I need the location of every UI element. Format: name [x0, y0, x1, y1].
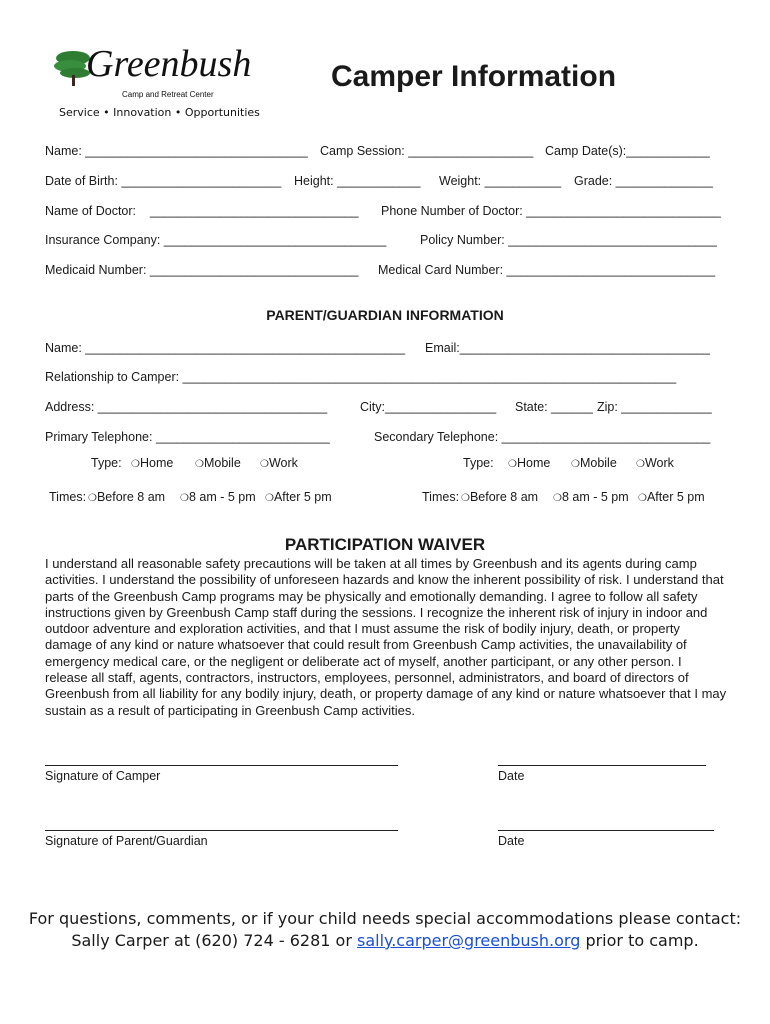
logo-wordmark: Greenbush	[86, 43, 252, 85]
waiver-heading: PARTICIPATION WAIVER	[284, 535, 486, 554]
city-field[interactable]: City:________________	[360, 400, 497, 414]
footer-contact-line1: For questions, comments, or if your child needs special accommodations please contact:	[28, 909, 742, 928]
radio-icon: ❍	[636, 459, 645, 470]
radio-icon: ❍	[180, 493, 189, 504]
radio-icon: ❍	[195, 459, 204, 470]
camper-date-line[interactable]	[498, 765, 706, 766]
primary-time-before-8[interactable]: ❍Before 8 am	[88, 490, 166, 504]
date-of-birth-field[interactable]: Date of Birth: _______________________	[45, 174, 282, 188]
contact-email-link[interactable]: sally.carper@greenbush.org	[356, 931, 581, 950]
secondary-time-8-to-5[interactable]: ❍8 am - 5 pm	[553, 490, 629, 504]
camper-signature-line[interactable]	[45, 765, 398, 766]
parent-date-label: Date	[498, 834, 525, 848]
secondary-type-home[interactable]: ❍Home	[508, 456, 551, 470]
grade-field[interactable]: Grade: ______________	[574, 174, 714, 188]
primary-times-label: Times:	[49, 490, 87, 504]
radio-icon: ❍	[88, 493, 97, 504]
camp-session-field[interactable]: Camp Session: __________________	[320, 144, 534, 158]
doctor-name-label: Name of Doctor:	[45, 204, 137, 218]
doctor-name-field[interactable]: ______________________________	[150, 204, 359, 218]
radio-icon: ❍	[571, 459, 580, 470]
secondary-time-before-8[interactable]: ❍Before 8 am	[461, 490, 539, 504]
zip-field[interactable]: Zip: _____________	[597, 400, 712, 414]
logo	[52, 40, 260, 124]
parent-name-field[interactable]: Name: ______________________________________________	[45, 341, 406, 355]
weight-field[interactable]: Weight: ___________	[439, 174, 562, 188]
radio-icon: ❍	[265, 493, 274, 504]
footer-contact-suffix: prior to camp.	[580, 931, 699, 950]
secondary-times-label: Times:	[422, 490, 460, 504]
parent-date-line[interactable]	[498, 830, 714, 831]
address-field[interactable]: Address: _________________________________	[45, 400, 328, 414]
primary-phone-field[interactable]: Primary Telephone: _________________________	[45, 430, 330, 444]
logo-tagline: Service • Innovation • Opportunities	[59, 106, 260, 119]
primary-time-8-to-5[interactable]: ❍8 am - 5 pm	[180, 490, 256, 504]
secondary-time-after-5[interactable]: ❍After 5 pm	[638, 490, 705, 504]
camper-signature-label: Signature of Camper	[45, 769, 161, 783]
waiver-text: I understand all reasonable safety precautions will be taken at all times by Greenbush and its agents during camp activities. I understand the possibility of unforeseen hazards and know the inherent possibility of risk. I understand that parts of the Greenbush Camp programs may be physically and emotionally demanding. I agree to follow all safety instructions given by Greenbush Camp staff during the sessions. I recognize the inherent risk of injury in indoor and outdoor adventure and exploration activities, and that I must assume the risk of bodily injury, death, or property damage of any kind or nature whatsoever that could result from Greenbush Camp activities, the unavailability of emergency medical care, or the negligent or deliberate act of myself, another participant, or any other person. I release all staff, agents, contractors, instructors, employees, personnel, administrators, and board of directors of Greenbush from all liability for any bodily injury, death, or property damage of any kind or nature whatsoever that I may sustain as a result of participating in Greenbush Camp activities.	[45, 556, 727, 718]
insurance-company-field[interactable]: Insurance Company: ________________________________	[45, 233, 387, 247]
footer-contact-prefix: Sally Carper at (620) 724 - 6281 or	[71, 931, 357, 950]
camper-date-label: Date	[498, 769, 525, 783]
radio-icon: ❍	[638, 493, 647, 504]
logo-subtitle: Camp and Retreat Center	[122, 90, 214, 99]
footer-contact-line2	[0, 931, 770, 950]
medical-card-field[interactable]: Medical Card Number: ______________________________	[378, 263, 716, 277]
policy-number-field[interactable]: Policy Number: ______________________________	[420, 233, 717, 247]
height-field[interactable]: Height: ____________	[294, 174, 421, 188]
parent-email-field[interactable]: Email:____________________________________	[425, 341, 710, 355]
primary-type-mobile[interactable]: ❍Mobile	[195, 456, 241, 470]
doctor-phone-field[interactable]: Phone Number of Doctor: ____________________________	[381, 204, 721, 218]
primary-type-label: Type:	[91, 456, 122, 470]
relationship-field[interactable]: Relationship to Camper: _______________________________________________________________________	[45, 370, 677, 384]
camp-dates-field[interactable]: Camp Date(s):____________	[545, 144, 710, 158]
radio-icon: ❍	[508, 459, 517, 470]
parent-signature-line[interactable]	[45, 830, 398, 831]
secondary-type-work[interactable]: ❍Work	[636, 456, 674, 470]
state-field[interactable]: State: ______	[515, 400, 593, 414]
radio-icon: ❍	[260, 459, 269, 470]
secondary-type-mobile[interactable]: ❍Mobile	[571, 456, 617, 470]
primary-time-after-5[interactable]: ❍After 5 pm	[265, 490, 332, 504]
secondary-type-label: Type:	[463, 456, 494, 470]
camper-name-field[interactable]: Name: ________________________________	[45, 144, 308, 158]
primary-type-home[interactable]: ❍Home	[131, 456, 174, 470]
radio-icon: ❍	[553, 493, 562, 504]
primary-type-work[interactable]: ❍Work	[260, 456, 298, 470]
radio-icon: ❍	[461, 493, 470, 504]
page-title: Camper Information	[331, 60, 617, 93]
secondary-phone-field[interactable]: Secondary Telephone: ______________________________	[374, 430, 711, 444]
parent-signature-label: Signature of Parent/Guardian	[45, 834, 208, 848]
medicaid-number-field[interactable]: Medicaid Number: ______________________________	[45, 263, 359, 277]
radio-icon: ❍	[131, 459, 140, 470]
parent-heading: PARENT/GUARDIAN INFORMATION	[266, 307, 504, 323]
